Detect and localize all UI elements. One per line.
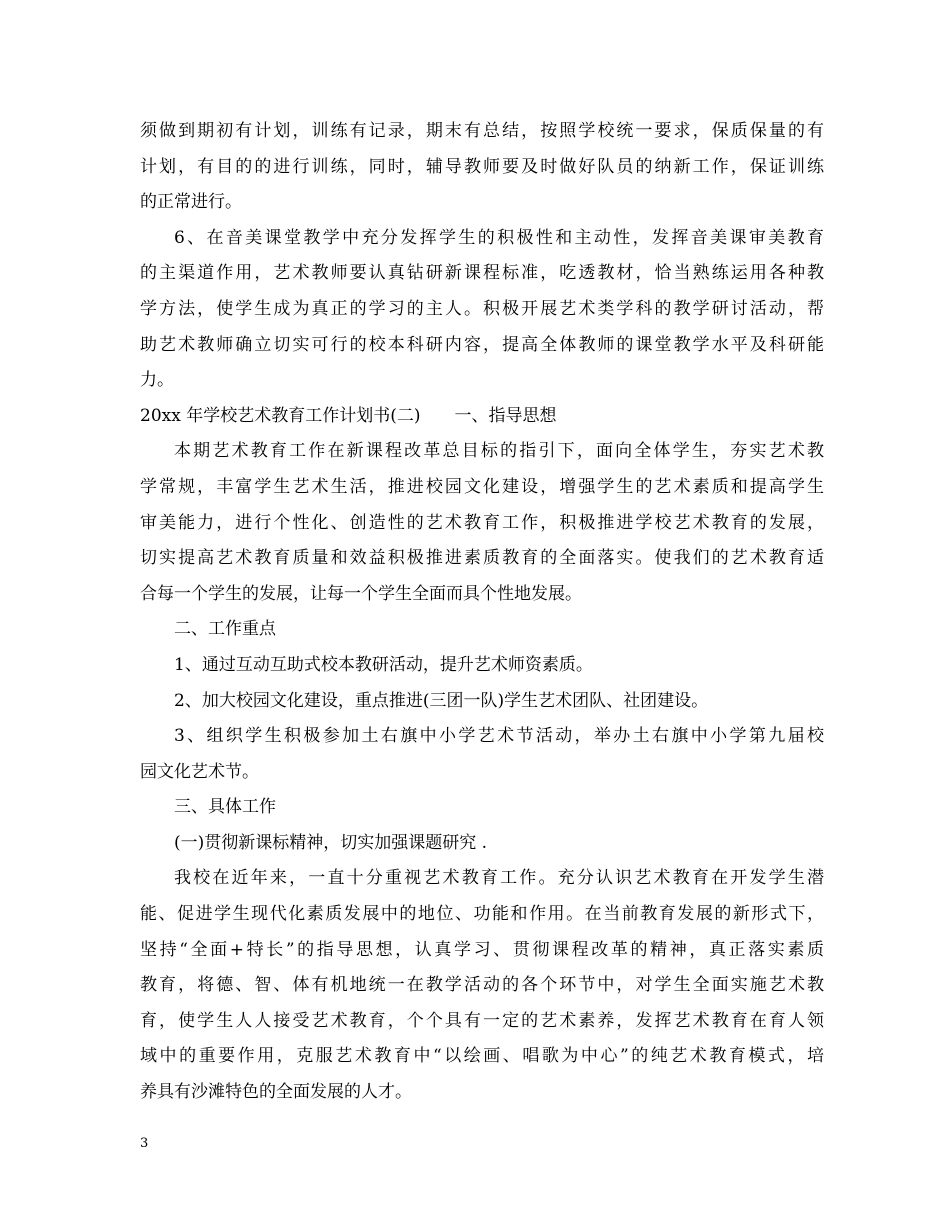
text-line: 能、促进学生现代化素质发展中的地位、功能和作用。在当前教育发展的新形式下，	[140, 904, 824, 925]
text-line: 学方法，使学生成为真正的学习的主人。积极开展艺术类学科的教学研讨活动，帮	[140, 298, 824, 319]
text-line: 计划，有目的的进行训练，同时，辅导教师要及时做好队员的纳新工作，保证训练	[140, 156, 824, 177]
text-line: 的主渠道作用，艺术教师要认真钻研新课程标准，吃透教材，恰当熟练运用各种教	[140, 263, 824, 284]
text-line: 域中的重要作用，克服艺术教育中“以绘画、唱歌为中心”的纯艺术教育模式，培	[140, 1046, 824, 1067]
page-number: 3	[140, 1136, 149, 1151]
text-line: 合每一个学生的发展，让每一个学生全面而具个性地发展。	[140, 583, 582, 604]
text-line: 坚持“全面+特长”的指导思想，认真学习、贯彻课程改革的精神，真正落实素质	[140, 939, 824, 960]
text-line: 的正常进行。	[140, 192, 242, 213]
text-line: 2、加大校园文化建设，重点推进(三团一队)学生艺术团队、社团建设。	[174, 690, 709, 711]
text-line: 助艺术教师确立切实可行的校本科研内容，提高全体教师的课堂教学水平及科研能	[140, 334, 824, 355]
text-line: 养具有沙滩特色的全面发展的人才。	[140, 1082, 412, 1103]
text-line: 1、通过互动互助式校本教研活动，提升艺术师资素质。	[174, 654, 593, 675]
text-line: 20xx 年学校艺术教育工作计划书(二) 一、指导思想	[140, 405, 557, 426]
text-line: 须做到期初有计划，训练有记录，期末有总结，按照学校统一要求，保质保量的有	[140, 121, 824, 141]
text-line: 育，使学生人人接受艺术教育，个个具有一定的艺术素养，发挥艺术教育在育人领	[140, 1010, 824, 1031]
text-line: 本期艺术教育工作在新课程改革总目标的指引下，面向全体学生，夯实艺术教	[174, 441, 824, 462]
text-line: 力。	[140, 370, 174, 391]
text-line: 切实提高艺术教育质量和效益积极推进素质教育的全面落实。使我们的艺术教育适	[140, 548, 824, 569]
document-body	[140, 114, 824, 1111]
text-line: 6、在音美课堂教学中充分发挥学生的积极性和主动性，发挥音美课审美教育	[174, 227, 824, 248]
text-line: 学常规，丰富学生艺术生活，推进校园文化建设，增强学生的艺术素质和提高学生	[140, 476, 824, 497]
text-line: 我校在近年来，一直十分重视艺术教育工作。充分认识艺术教育在开发学生潜	[174, 868, 824, 889]
text-line: 3、组织学生积极参加土右旗中小学艺术节活动，举办土右旗中小学第九届校	[174, 726, 824, 747]
text-line: 审美能力，进行个性化、创造性的艺术教育工作，积极推进学校艺术教育的发展，	[140, 512, 824, 533]
text-line: 园文化艺术节。	[140, 761, 259, 782]
text-line: 三、具体工作	[174, 797, 276, 818]
text-line: 教育，将德、智、体有机地统一在教学活动的各个环节中，对学生全面实施艺术教	[140, 975, 824, 996]
text-line: 二、工作重点	[174, 619, 276, 640]
text-line: (一)贯彻新课标精神，切实加强课题研究 .	[174, 832, 488, 853]
